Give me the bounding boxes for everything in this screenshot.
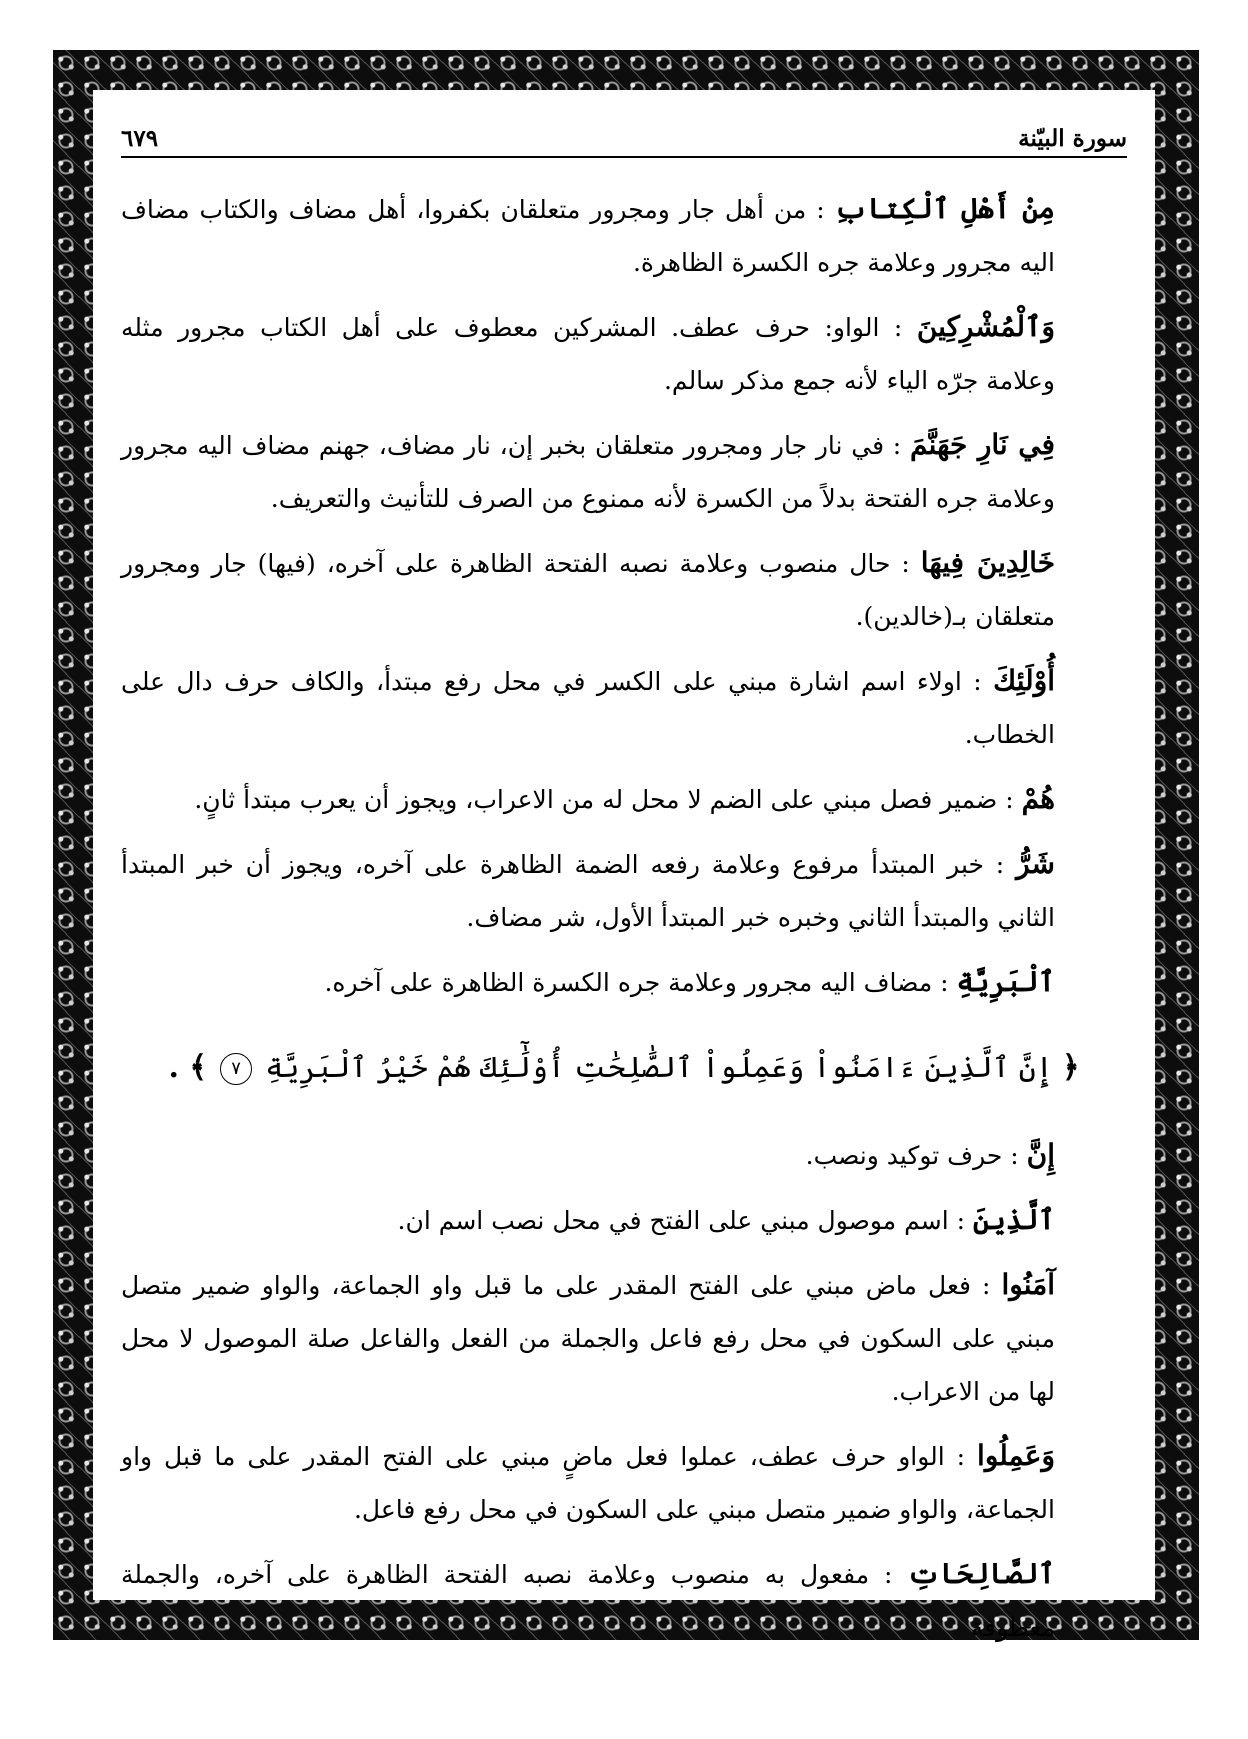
quran-verse bbox=[121, 1037, 1127, 1098]
entry-inna bbox=[121, 1128, 1127, 1182]
entry-text: : الواو: حرف عطف. المشركين معطوف على أهل الكتاب مجرور مثله وعلامة جرّه الياء لأنه جمع مذكر سالم. bbox=[121, 313, 1055, 395]
entry-text: : فعل ماض مبني على الفتح المقدر على ما قبل واو الجماعة، والواو ضمير متصل مبني على السكون في محل رفع فاعل والجملة من الفعل والفاعل صلة الموصول لا محل لها من الاعراب. bbox=[121, 1271, 1055, 1406]
entry-text: : ضمير فصل مبني على الضم لا محل له من الاعراب، ويجوز أن يعرب مبتدأ ثانٍ. bbox=[194, 785, 1014, 814]
entry-amanu bbox=[121, 1258, 1127, 1418]
entry-term: آمَنُوا bbox=[1001, 1268, 1056, 1301]
entry-wa-amilu bbox=[121, 1429, 1127, 1536]
entry-text: : في نار جار ومجرور متعلقان بخبر إن، نار مضاف، جهنم مضاف اليه مجرور وعلامة جره الفتحة بدلاً من الكسرة لأنه ممنوع من الصرف للتأنيث والتعريف. bbox=[121, 431, 1055, 513]
entry-term: خَالِدِينَ فِيهَا bbox=[920, 546, 1056, 579]
entry-term: ٱلْبَرِيَّةِ bbox=[956, 965, 1055, 998]
page bbox=[93, 90, 1155, 1642]
entry-term: فِي نَارِ جَهَنَّمَ bbox=[909, 428, 1055, 461]
verse-close-bracket: ﴾ . bbox=[168, 1050, 207, 1085]
entry-al-bariyyah bbox=[121, 955, 1127, 1009]
entry-text: : خبر المبتدأ مرفوع وعلامة رفعه الضمة الظاهرة على آخره، ويجوز أن خبر المبتدأ الثاني والمبتدأ الثاني وخبره خبر المبتدأ الأول، شر مضاف. bbox=[121, 850, 1055, 932]
entry-text: : من أهل جار ومجرور متعلقان بكفروا، أهل مضاف والكتاب مضاف اليه مجرور وعلامة جره الكسرة الظاهرة. bbox=[121, 195, 1055, 277]
entry-al-mushrikin bbox=[121, 300, 1127, 407]
entry-term: هُمْ bbox=[1021, 782, 1055, 815]
entry-fi-nar-jahannam bbox=[121, 418, 1127, 525]
entry-text: : الواو حرف عطف، عملوا فعل ماضٍ مبني على الفتح المقدر على ما قبل واو الجماعة، والواو ضمير متصل مبني على السكون في محل رفع فاعل. bbox=[121, 1442, 1055, 1524]
verse-open-bracket: ﴿ bbox=[1061, 1050, 1080, 1085]
verse-number: ٧ bbox=[220, 1053, 252, 1085]
entry-sharr bbox=[121, 837, 1127, 944]
entry-text: : حال منصوب وعلامة نصبه الفتحة الظاهرة على آخره، (فيها) جار ومجرور متعلقان بـ(خالدين). bbox=[121, 549, 1055, 631]
entry-term: إِنَّ bbox=[1026, 1138, 1055, 1171]
entry-term: شَرُّ bbox=[1016, 847, 1055, 880]
entry-term: مِنْ أَهْلِ ٱلْكِتابِ bbox=[834, 192, 1055, 225]
entry-text: : مفعول به منصوب وعلامة نصبه الفتحة الظاهرة على آخره، والجملة معطوفة bbox=[121, 1560, 1055, 1642]
entry-text: : حرف توكيد ونصب. bbox=[805, 1141, 1019, 1170]
entry-term: أُوْلَئِكَ bbox=[993, 664, 1055, 697]
verse-text: إِنَّ ٱلَّذِينَ ءَامَنُواْ وَعَمِلُواْ ٱلصَّٰلِحَٰتِ أُوْلَٰٓئِكَ هُمْ خَيْرُ ٱلْبَرِيَّةِ bbox=[265, 1050, 1053, 1084]
entry-alladhina bbox=[121, 1193, 1127, 1247]
entry-term: ٱلَّذِينَ bbox=[972, 1203, 1055, 1236]
page-content bbox=[121, 182, 1127, 1665]
surah-name: سورة البيّنة bbox=[1018, 125, 1127, 152]
entry-khalidina-fiha bbox=[121, 536, 1127, 643]
entry-term: وَٱلْمُشْرِكِينَ bbox=[916, 310, 1055, 343]
entry-min-ahl-al-kitab bbox=[121, 182, 1127, 289]
entry-hum bbox=[121, 772, 1127, 826]
entry-text: : مضاف اليه مجرور وعلامة جره الكسرة الظاهرة على آخره. bbox=[324, 968, 949, 997]
entry-term: وَعَمِلُوا bbox=[977, 1439, 1055, 1472]
page-number: ٦٧٩ bbox=[121, 125, 159, 152]
entry-text: : اسم موصول مبني على الفتح في محل نصب اسم ان. bbox=[397, 1206, 966, 1235]
entry-as-salihat bbox=[121, 1547, 1127, 1654]
entry-text: : اولاء اسم اشارة مبني على الكسر في محل رفع مبتدأ، والكاف حرف دال على الخطاب. bbox=[121, 667, 1055, 749]
entry-ulaika bbox=[121, 654, 1127, 761]
entry-term: ٱلصَّالِحَاتِ bbox=[907, 1557, 1056, 1590]
page-header bbox=[121, 114, 1127, 158]
